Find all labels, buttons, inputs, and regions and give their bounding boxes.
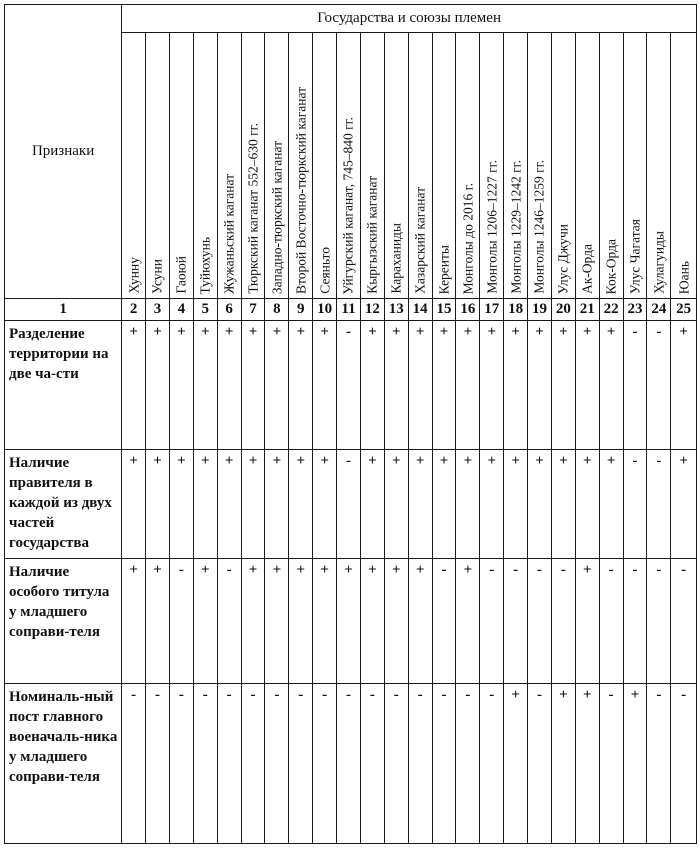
state-header-5 [217, 33, 241, 299]
state-name: Усуни [149, 259, 165, 294]
mark-cell: + [193, 559, 217, 684]
state-name: Улус Джучи [555, 223, 571, 294]
mark-cell: - [193, 684, 217, 844]
mark-cell: + [551, 321, 575, 450]
mark-cell: + [146, 321, 170, 450]
mark-cell: - [647, 321, 671, 450]
mark-cell: + [575, 559, 599, 684]
state-header-16 [480, 33, 504, 299]
mark-cell: + [408, 321, 432, 450]
column-number: 17 [480, 299, 504, 321]
state-header-9 [313, 33, 337, 299]
mark-cell: - [647, 559, 671, 684]
mark-cell: + [432, 450, 456, 559]
feature-label: Наличие особого титула у младшего соправи-теля [5, 559, 122, 684]
column-number: 21 [575, 299, 599, 321]
mark-cell: - [384, 684, 408, 844]
mark-cell: + [313, 321, 337, 450]
column-number: 25 [671, 299, 697, 321]
column-number: 8 [265, 299, 289, 321]
mark-cell: - [337, 684, 361, 844]
mark-cell: + [289, 321, 313, 450]
mark-cell: + [122, 450, 146, 559]
mark-cell: + [241, 321, 265, 450]
state-name: Сеяньто [316, 247, 332, 294]
feature-row [5, 450, 697, 559]
mark-cell: - [289, 684, 313, 844]
state-header-7 [265, 33, 289, 299]
mark-cell: - [337, 450, 361, 559]
mark-cell: + [671, 321, 697, 450]
column-number: 24 [647, 299, 671, 321]
mark-cell: - [504, 559, 528, 684]
state-name: Монголы до 2016 г. [460, 182, 476, 294]
mark-cell: + [456, 321, 480, 450]
state-name: Уйгурский каганат, 745–840 гг. [340, 116, 356, 294]
column-number: 9 [289, 299, 313, 321]
mark-cell: + [504, 450, 528, 559]
state-header-23 [647, 33, 671, 299]
mark-cell: + [360, 450, 384, 559]
feature-label: Наличие правителя в каждой из двух частей государства [5, 450, 122, 559]
column-number: 10 [313, 299, 337, 321]
state-header-24 [671, 33, 697, 299]
mark-cell: - [146, 684, 170, 844]
state-name: Второй Восточно-тюркский каганат [292, 86, 308, 294]
mark-cell: + [456, 450, 480, 559]
mark-cell: - [647, 684, 671, 844]
mark-cell: + [504, 684, 528, 844]
state-name: Хулагуиды [651, 231, 667, 294]
feature-label: Разделение территории на две ча-сти [5, 321, 122, 450]
mark-cell: + [504, 321, 528, 450]
state-header-20 [575, 33, 599, 299]
column-number: 22 [599, 299, 623, 321]
state-header-8 [289, 33, 313, 299]
state-name: Юань [675, 260, 691, 294]
comparison-table [4, 4, 697, 844]
mark-cell: + [384, 450, 408, 559]
mark-cell: + [528, 321, 552, 450]
mark-cell: + [551, 450, 575, 559]
feature-row [5, 684, 697, 844]
feature-column-header: Признаки [5, 5, 122, 299]
mark-cell: + [671, 450, 697, 559]
state-header-6 [241, 33, 265, 299]
column-number: 1 [5, 299, 122, 321]
state-name: Хазарский каганат [412, 187, 428, 294]
mark-cell: - [647, 450, 671, 559]
column-number: 18 [504, 299, 528, 321]
state-header-10 [337, 33, 361, 299]
state-name: Караханиды [388, 223, 404, 294]
state-name: Западно-тюркский каганат [269, 140, 285, 294]
mark-cell: + [146, 559, 170, 684]
mark-cell: - [241, 684, 265, 844]
column-number: 3 [146, 299, 170, 321]
mark-cell: + [169, 321, 193, 450]
mark-cell: + [408, 559, 432, 684]
mark-cell: + [289, 559, 313, 684]
mark-cell: - [337, 321, 361, 450]
state-header-19 [551, 33, 575, 299]
column-number: 15 [432, 299, 456, 321]
state-name: Хунну [125, 257, 141, 294]
state-header-21 [599, 33, 623, 299]
mark-cell: - [623, 450, 647, 559]
column-number: 13 [384, 299, 408, 321]
column-numbers-row [5, 299, 697, 321]
state-name: Ак-Орда [579, 244, 595, 294]
states-group-header: Государства и союзы племен [122, 5, 697, 33]
mark-cell: - [265, 684, 289, 844]
mark-cell: + [623, 684, 647, 844]
state-name: Кок-Орда [603, 238, 619, 294]
state-header-17 [504, 33, 528, 299]
state-header-3 [169, 33, 193, 299]
column-number: 19 [528, 299, 552, 321]
mark-cell: + [217, 450, 241, 559]
column-number: 14 [408, 299, 432, 321]
mark-cell: + [408, 450, 432, 559]
column-number: 5 [193, 299, 217, 321]
column-number: 12 [360, 299, 384, 321]
mark-cell: - [480, 684, 504, 844]
mark-cell: + [265, 559, 289, 684]
mark-cell: + [528, 450, 552, 559]
column-number: 7 [241, 299, 265, 321]
mark-cell: - [122, 684, 146, 844]
mark-cell: - [169, 559, 193, 684]
mark-cell: + [241, 450, 265, 559]
column-number: 4 [169, 299, 193, 321]
mark-cell: - [456, 684, 480, 844]
mark-cell: - [217, 684, 241, 844]
mark-cell: + [480, 321, 504, 450]
state-name: Гаоюй [173, 256, 189, 294]
state-header-4 [193, 33, 217, 299]
mark-cell: - [169, 684, 193, 844]
mark-cell: + [241, 559, 265, 684]
mark-cell: + [146, 450, 170, 559]
mark-cell: - [599, 559, 623, 684]
mark-cell: - [671, 559, 697, 684]
state-name: Тюркский каганат 552–630 гг. [245, 123, 261, 294]
mark-cell: + [265, 321, 289, 450]
state-name: Монголы 1246–1259 гг. [531, 160, 547, 294]
mark-cell: + [169, 450, 193, 559]
mark-cell: - [408, 684, 432, 844]
mark-cell: - [623, 559, 647, 684]
mark-cell: + [384, 559, 408, 684]
column-number: 16 [456, 299, 480, 321]
mark-cell: + [384, 321, 408, 450]
mark-cell: + [360, 321, 384, 450]
state-header-2 [146, 33, 170, 299]
feature-row [5, 321, 697, 450]
mark-cell: + [337, 559, 361, 684]
mark-cell: - [528, 559, 552, 684]
state-name: Монголы 1229–1242 гг. [507, 160, 523, 294]
state-header-13 [408, 33, 432, 299]
state-header-14 [432, 33, 456, 299]
mark-cell: + [575, 321, 599, 450]
column-number: 11 [337, 299, 361, 321]
mark-cell: + [122, 321, 146, 450]
column-number: 20 [551, 299, 575, 321]
state-header-22 [623, 33, 647, 299]
mark-cell: + [432, 321, 456, 450]
column-number: 23 [623, 299, 647, 321]
mark-cell: + [599, 450, 623, 559]
mark-cell: + [456, 559, 480, 684]
mark-cell: - [432, 684, 456, 844]
mark-cell: + [360, 559, 384, 684]
state-header-15 [456, 33, 480, 299]
mark-cell: - [432, 559, 456, 684]
mark-cell: + [122, 559, 146, 684]
column-number: 2 [122, 299, 146, 321]
mark-cell: - [360, 684, 384, 844]
mark-cell: - [671, 684, 697, 844]
mark-cell: + [193, 321, 217, 450]
mark-cell: - [217, 559, 241, 684]
mark-cell: + [551, 684, 575, 844]
feature-label: Номиналь-ный пост главного военачаль-ника у младшего соправи-теля [5, 684, 122, 844]
mark-cell: - [551, 559, 575, 684]
state-header-18 [528, 33, 552, 299]
state-header-1 [122, 33, 146, 299]
mark-cell: + [575, 684, 599, 844]
state-name: Кереиты [436, 244, 452, 294]
group-header-row [5, 5, 697, 33]
mark-cell: + [217, 321, 241, 450]
mark-cell: + [313, 559, 337, 684]
mark-cell: + [265, 450, 289, 559]
mark-cell: - [623, 321, 647, 450]
state-header-12 [384, 33, 408, 299]
mark-cell: - [480, 559, 504, 684]
mark-cell: + [193, 450, 217, 559]
state-name: Туйюхунь [197, 236, 213, 294]
column-number: 6 [217, 299, 241, 321]
state-name: Кыргызский каганат [364, 176, 380, 294]
feature-row [5, 559, 697, 684]
state-name: Монголы 1206–1227 гг. [483, 160, 499, 294]
mark-cell: + [575, 450, 599, 559]
state-name: Улус Чагатая [627, 218, 643, 294]
mark-cell: + [480, 450, 504, 559]
mark-cell: - [599, 684, 623, 844]
state-header-11 [360, 33, 384, 299]
mark-cell: + [289, 450, 313, 559]
mark-cell: - [313, 684, 337, 844]
mark-cell: + [599, 321, 623, 450]
mark-cell: + [313, 450, 337, 559]
state-name: Жужаньский каганат [221, 174, 237, 294]
mark-cell: - [528, 684, 552, 844]
